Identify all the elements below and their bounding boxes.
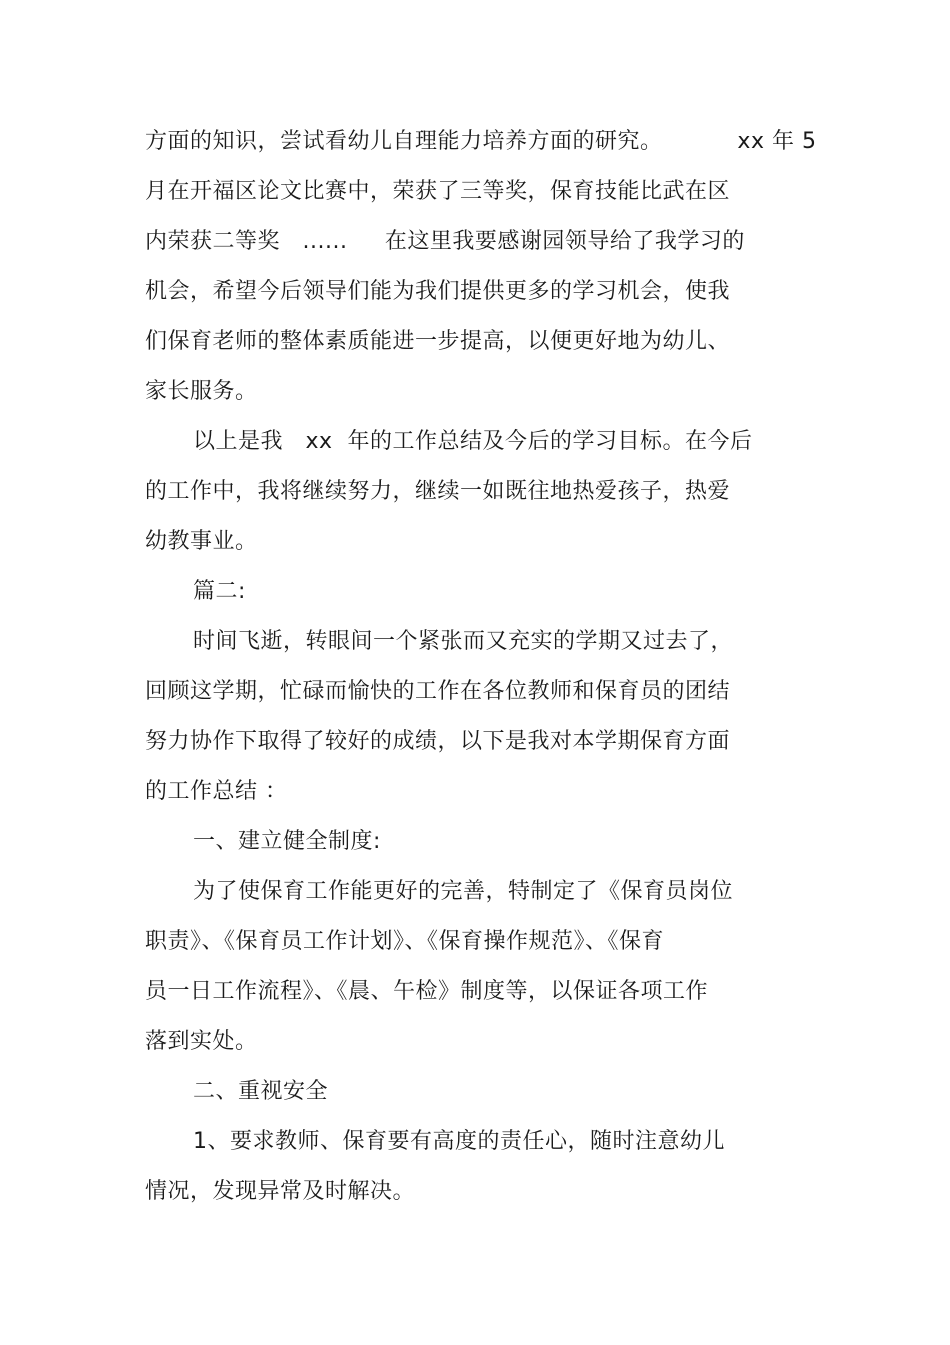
- text-line: 的工作中，我将继续努力，继续一如既往地热爱孩子，热爱: [145, 479, 731, 504]
- paragraph-start: 1、要求教师、保育要有高度的责任心，随时注意幼儿: [193, 1129, 725, 1154]
- section-heading: 篇二:: [193, 579, 246, 604]
- text-line: 情况，发现异常及时解决。: [145, 1179, 416, 1204]
- text-line: 的工作总结 ：: [145, 779, 288, 804]
- text-line: 方面的知识，尝试看幼儿自理能力培养方面的研究。 xx 年 5: [145, 129, 817, 154]
- text-line: 机会，希望今后领导们能为我们提供更多的学习机会，使我: [145, 279, 731, 304]
- text-line: 回顾这学期，忙碌而愉快的工作在各位教师和保育员的团结: [145, 679, 731, 704]
- paragraph-start: 为了使保育工作能更好的完善，特制定了《保育员岗位: [193, 879, 734, 904]
- text-line: 员一日工作流程》、《晨、午检》制度等，以保证各项工作: [145, 979, 709, 1004]
- section-heading: 二、重视安全: [193, 1079, 329, 1104]
- text-line: 内荣获二等奖 ...... 在这里我要感谢园领导给了我学习的: [145, 229, 745, 254]
- text-line: 幼教事业。: [145, 529, 258, 554]
- text-line: 家长服务。: [145, 379, 258, 404]
- text-line: 职责》、《保育员工作计划》、《保育操作规范》、《保育: [145, 929, 665, 954]
- text-line: 们保育老师的整体素质能进一步提高，以便更好地为幼儿、: [145, 329, 731, 354]
- paragraph-start: 以上是我 xx 年的工作总结及今后的学习目标。在今后: [193, 429, 753, 454]
- paragraph-start: 时间飞逝，转眼间一个紧张而又充实的学期又过去了，: [193, 629, 734, 654]
- section-heading: 一、建立健全制度:: [193, 829, 381, 854]
- text-line: 努力协作下取得了较好的成绩，以下是我对本学期保育方面: [145, 729, 731, 754]
- text-line: 月在开福区论文比赛中，荣获了三等奖，保育技能比武在区: [145, 179, 731, 204]
- text-line: 落到实处。: [145, 1029, 258, 1054]
